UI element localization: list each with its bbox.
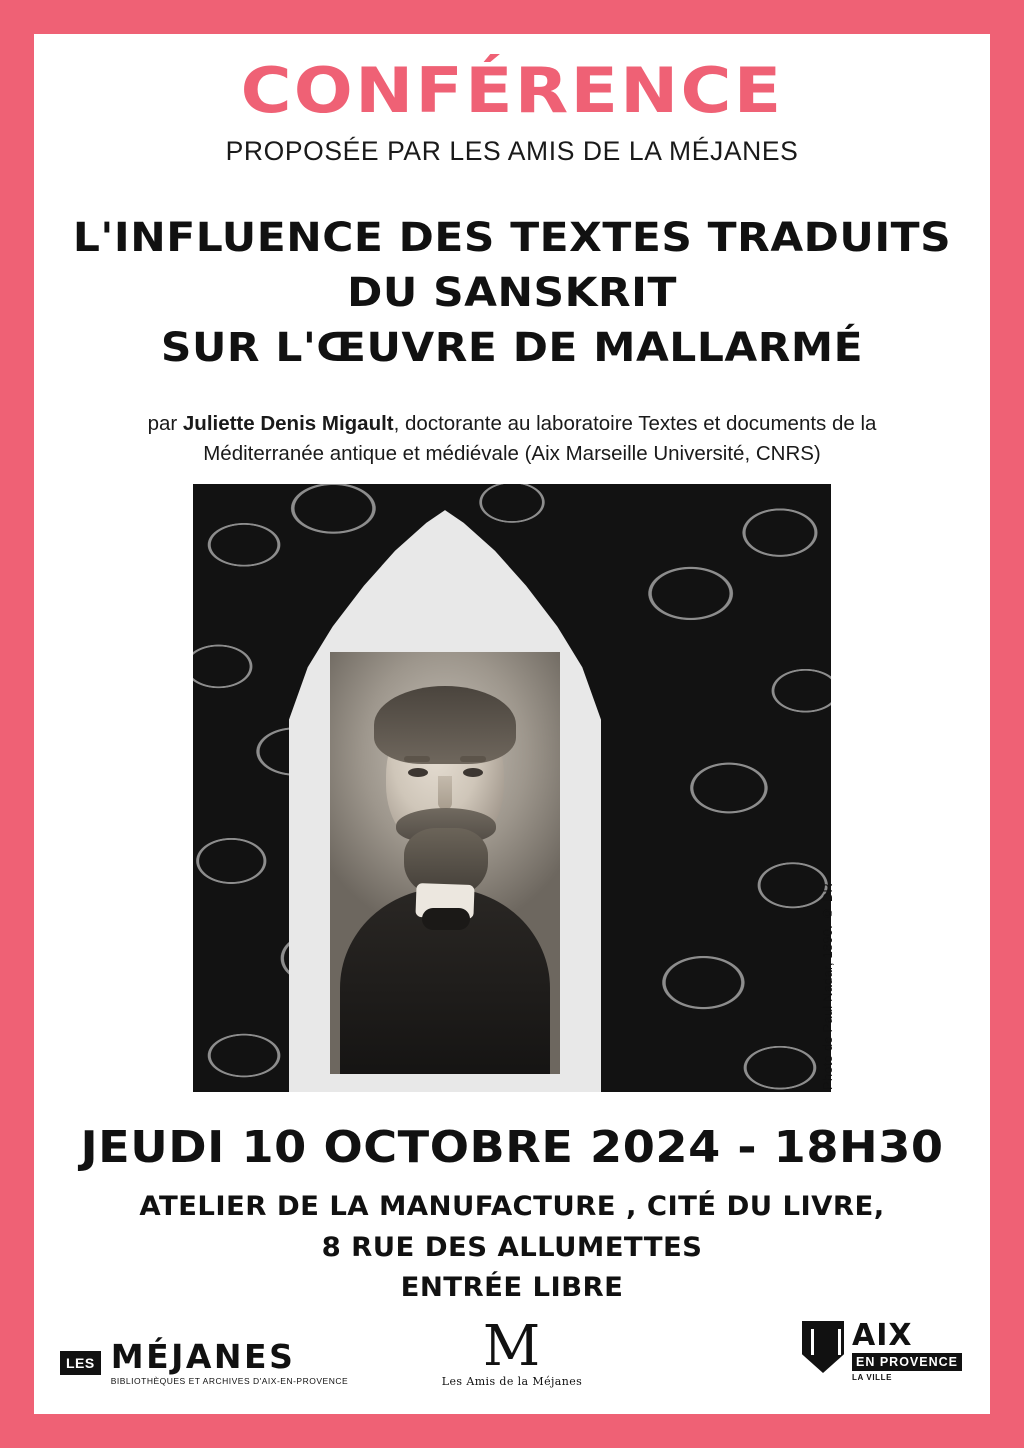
photo-credit: Photo de Paul Nadar, 1890. © DR xyxy=(820,883,835,1091)
portrait-eye-right xyxy=(463,768,483,777)
portrait-bowtie xyxy=(422,908,470,930)
logo-mejanes-tag: LES xyxy=(60,1351,101,1375)
logo-aix-name: AIX xyxy=(852,1318,913,1353)
speaker-credit xyxy=(34,409,990,471)
conference-title-block xyxy=(34,211,990,377)
title-line-1: L'INFLUENCE DES TEXTES TRADUITS xyxy=(72,215,952,261)
logo-aix-en-provence xyxy=(802,1318,962,1382)
speaker-affiliation: , doctorante au laboratoire Textes et documents de la Méditerranée antique et médiévale (Aix Marseille Université, CNRS) xyxy=(203,411,877,466)
portrait-eye-left xyxy=(408,768,428,777)
speaker-prefix: par xyxy=(147,411,183,435)
logo-aix-ville: LA VILLE xyxy=(852,1373,893,1382)
portrait-figure xyxy=(193,484,835,1092)
entry-info: ENTRÉE LIBRE xyxy=(400,1272,624,1304)
speaker-name: Juliette Denis Migault xyxy=(182,411,394,435)
logo-aix-province: EN PROVENCE xyxy=(852,1353,962,1371)
logo-les-amis-de-la-mejanes xyxy=(402,1313,622,1388)
poster xyxy=(34,34,990,1414)
logo-aix-text xyxy=(852,1318,962,1382)
venue-line-2: 8 RUE DES ALLUMETTES xyxy=(321,1231,703,1263)
logo-mejanes-word: MÉJANES xyxy=(110,1337,296,1376)
logo-mejanes-sub: BIBLIOTHÈQUES ET ARCHIVES D'AIX-EN-PROVENCE xyxy=(110,1376,349,1386)
portrait-eyebrow-right xyxy=(460,756,486,762)
footer-logos xyxy=(34,1294,990,1390)
event-date: JEUDI 10 OCTOBRE 2024 - 18H30 xyxy=(80,1122,944,1174)
page-subtitle: PROPOSÉE PAR LES AMIS DE LA MÉJANES xyxy=(225,136,799,166)
portrait-eyebrow-left xyxy=(404,756,430,762)
mallarme-portrait xyxy=(330,652,560,1074)
shield-icon xyxy=(802,1321,844,1373)
venue-line-1: ATELIER DE LA MANUFACTURE , CITÉ DU LIVRE, xyxy=(139,1191,885,1223)
logo-mejanes-text xyxy=(110,1337,349,1386)
logo-les-mejanes xyxy=(60,1337,349,1386)
logo-amis-caption: Les Amis de la Méjanes xyxy=(441,1375,583,1388)
title-line-3: SUR L'ŒUVRE DE MALLARMÉ xyxy=(160,325,864,372)
portrait-nose xyxy=(438,776,452,810)
page-title: CONFÉRENCE xyxy=(240,54,784,127)
portrait-image xyxy=(193,484,831,1092)
title-line-2: DU SANSKRIT xyxy=(347,270,677,317)
event-location xyxy=(34,1187,990,1309)
logo-amis-monogram: M xyxy=(482,1313,542,1379)
portrait-hair xyxy=(374,686,516,764)
